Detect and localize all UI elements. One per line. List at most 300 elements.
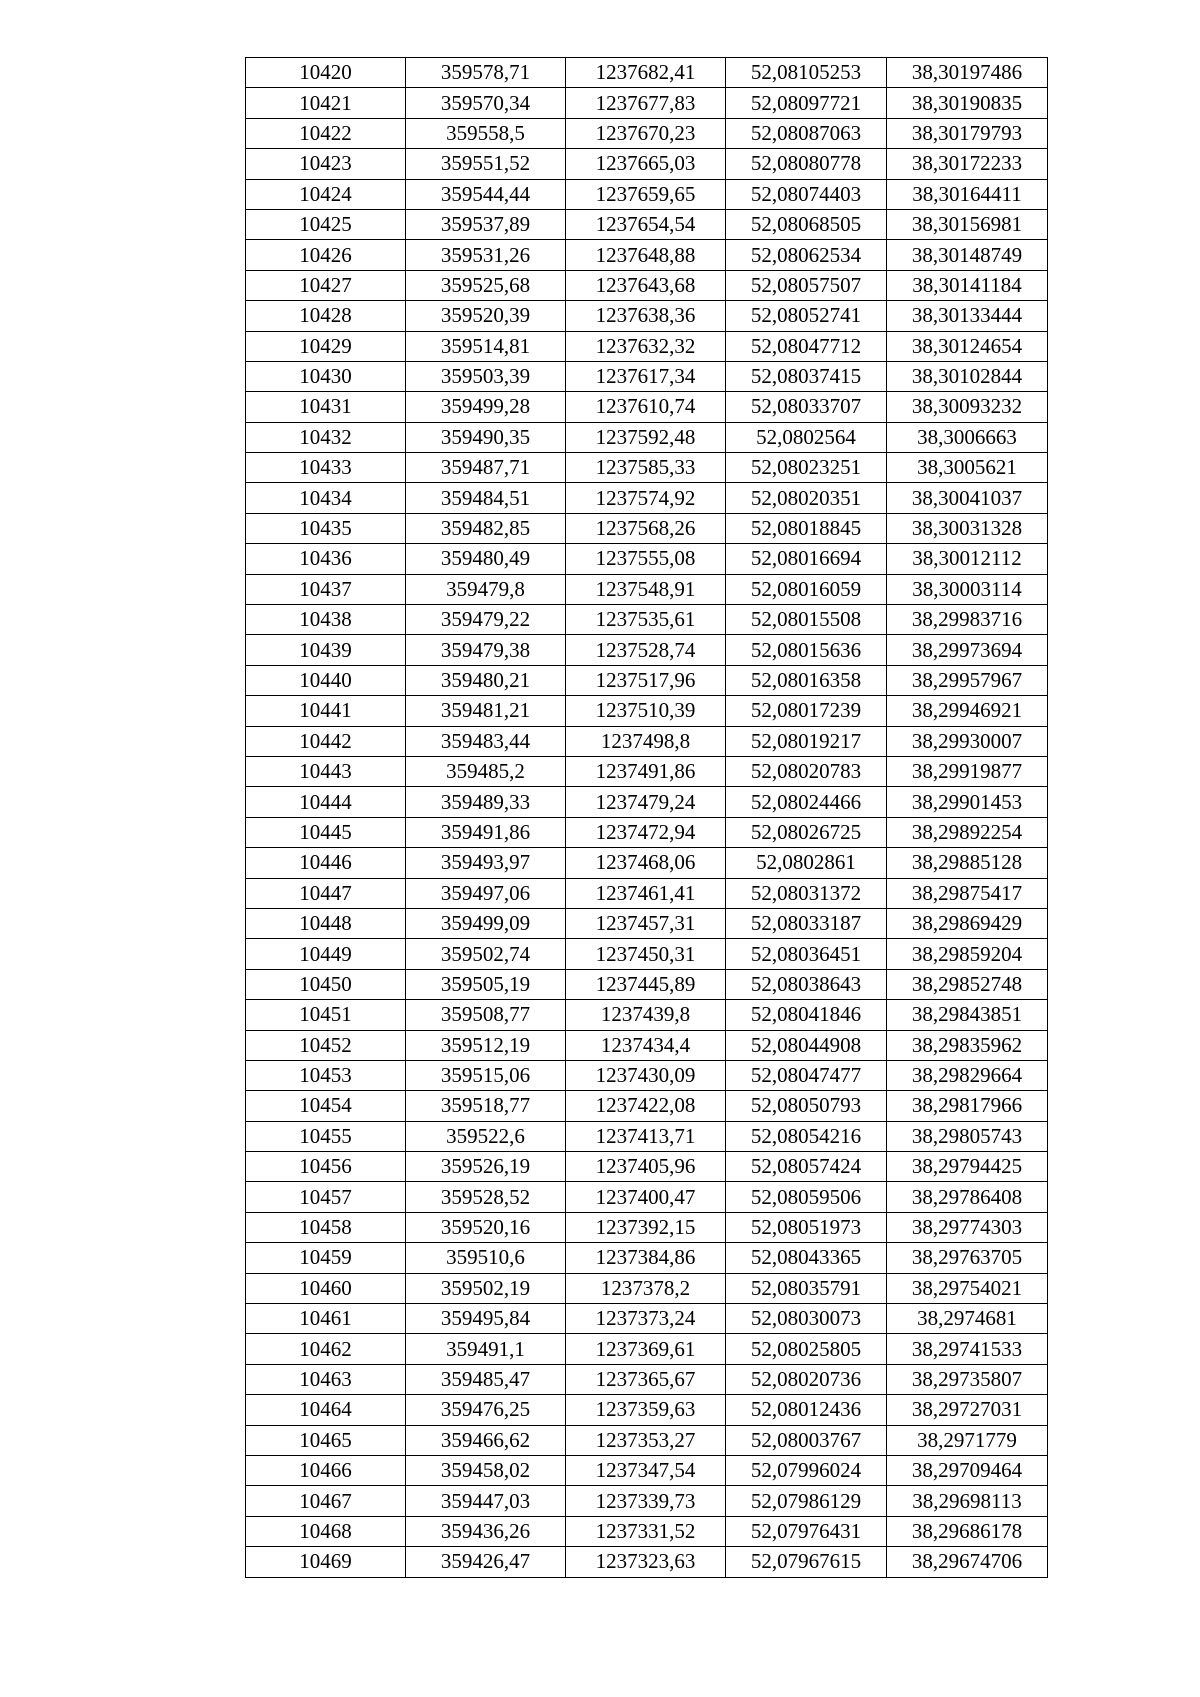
point-number-cell: 10426: [246, 240, 406, 270]
x-coordinate-cell: 359503,39: [406, 361, 566, 391]
longitude-cell: 38,30172233: [887, 149, 1048, 179]
latitude-cell: 52,0802861: [726, 848, 887, 878]
point-number-cell: 10430: [246, 361, 406, 391]
y-coordinate-cell: 1237347,54: [566, 1455, 726, 1485]
longitude-cell: 38,29741533: [887, 1334, 1048, 1364]
latitude-cell: 52,08038643: [726, 969, 887, 999]
x-coordinate-cell: 359489,33: [406, 787, 566, 817]
point-number-cell: 10454: [246, 1091, 406, 1121]
longitude-cell: 38,30164411: [887, 179, 1048, 209]
x-coordinate-cell: 359493,97: [406, 848, 566, 878]
y-coordinate-cell: 1237400,47: [566, 1182, 726, 1212]
latitude-cell: 52,07986129: [726, 1486, 887, 1516]
point-number-cell: 10456: [246, 1152, 406, 1182]
y-coordinate-cell: 1237548,91: [566, 574, 726, 604]
x-coordinate-cell: 359482,85: [406, 513, 566, 543]
longitude-cell: 38,30124654: [887, 331, 1048, 361]
point-number-cell: 10438: [246, 605, 406, 635]
longitude-cell: 38,30133444: [887, 301, 1048, 331]
table-row: [246, 726, 1048, 756]
latitude-cell: 52,08062534: [726, 240, 887, 270]
latitude-cell: 52,08012436: [726, 1395, 887, 1425]
point-number-cell: 10460: [246, 1273, 406, 1303]
table-row: [246, 1304, 1048, 1334]
longitude-cell: 38,30003114: [887, 574, 1048, 604]
point-number-cell: 10428: [246, 301, 406, 331]
table-row: [246, 1334, 1048, 1364]
x-coordinate-cell: 359480,49: [406, 544, 566, 574]
y-coordinate-cell: 1237434,4: [566, 1030, 726, 1060]
latitude-cell: 52,08057424: [726, 1152, 887, 1182]
point-number-cell: 10427: [246, 270, 406, 300]
table-row: [246, 118, 1048, 148]
x-coordinate-cell: 359578,71: [406, 58, 566, 88]
table-row: [246, 756, 1048, 786]
latitude-cell: 52,08033187: [726, 908, 887, 938]
latitude-cell: 52,08035791: [726, 1273, 887, 1303]
point-number-cell: 10425: [246, 209, 406, 239]
latitude-cell: 52,08025805: [726, 1334, 887, 1364]
longitude-cell: 38,29727031: [887, 1395, 1048, 1425]
x-coordinate-cell: 359570,34: [406, 88, 566, 118]
longitude-cell: 38,29892254: [887, 817, 1048, 847]
coordinates-table: [245, 57, 1048, 1578]
table-row: [246, 1182, 1048, 1212]
table-row: [246, 787, 1048, 817]
latitude-cell: 52,07967615: [726, 1547, 887, 1577]
x-coordinate-cell: 359479,38: [406, 635, 566, 665]
point-number-cell: 10436: [246, 544, 406, 574]
x-coordinate-cell: 359531,26: [406, 240, 566, 270]
latitude-cell: 52,08052741: [726, 301, 887, 331]
point-number-cell: 10420: [246, 58, 406, 88]
x-coordinate-cell: 359487,71: [406, 453, 566, 483]
y-coordinate-cell: 1237632,32: [566, 331, 726, 361]
point-number-cell: 10462: [246, 1334, 406, 1364]
table-row: [246, 1091, 1048, 1121]
latitude-cell: 52,08026725: [726, 817, 887, 847]
table-row: [246, 848, 1048, 878]
latitude-cell: 52,08016059: [726, 574, 887, 604]
table-row: [246, 149, 1048, 179]
table-row: [246, 878, 1048, 908]
latitude-cell: 52,08043365: [726, 1243, 887, 1273]
table-row: [246, 574, 1048, 604]
point-number-cell: 10461: [246, 1304, 406, 1334]
point-number-cell: 10433: [246, 453, 406, 483]
y-coordinate-cell: 1237617,34: [566, 361, 726, 391]
y-coordinate-cell: 1237468,06: [566, 848, 726, 878]
longitude-cell: 38,30179793: [887, 118, 1048, 148]
table-row: [246, 513, 1048, 543]
table-row: [246, 422, 1048, 452]
longitude-cell: 38,29843851: [887, 1000, 1048, 1030]
table-row: [246, 817, 1048, 847]
y-coordinate-cell: 1237682,41: [566, 58, 726, 88]
longitude-cell: 38,29859204: [887, 939, 1048, 969]
latitude-cell: 52,08059506: [726, 1182, 887, 1212]
latitude-cell: 52,08020736: [726, 1364, 887, 1394]
x-coordinate-cell: 359522,6: [406, 1121, 566, 1151]
x-coordinate-cell: 359491,1: [406, 1334, 566, 1364]
x-coordinate-cell: 359481,21: [406, 696, 566, 726]
latitude-cell: 52,07976431: [726, 1516, 887, 1546]
longitude-cell: 38,29875417: [887, 878, 1048, 908]
x-coordinate-cell: 359544,44: [406, 179, 566, 209]
point-number-cell: 10424: [246, 179, 406, 209]
longitude-cell: 38,30141184: [887, 270, 1048, 300]
table-row: [246, 58, 1048, 88]
table-row: [246, 301, 1048, 331]
point-number-cell: 10421: [246, 88, 406, 118]
longitude-cell: 38,30190835: [887, 88, 1048, 118]
y-coordinate-cell: 1237323,63: [566, 1547, 726, 1577]
y-coordinate-cell: 1237555,08: [566, 544, 726, 574]
y-coordinate-cell: 1237610,74: [566, 392, 726, 422]
longitude-cell: 38,29786408: [887, 1182, 1048, 1212]
x-coordinate-cell: 359518,77: [406, 1091, 566, 1121]
point-number-cell: 10441: [246, 696, 406, 726]
y-coordinate-cell: 1237677,83: [566, 88, 726, 118]
point-number-cell: 10469: [246, 1547, 406, 1577]
point-number-cell: 10444: [246, 787, 406, 817]
table-row: [246, 270, 1048, 300]
y-coordinate-cell: 1237331,52: [566, 1516, 726, 1546]
x-coordinate-cell: 359520,39: [406, 301, 566, 331]
point-number-cell: 10451: [246, 1000, 406, 1030]
latitude-cell: 52,08018845: [726, 513, 887, 543]
table-row: [246, 453, 1048, 483]
y-coordinate-cell: 1237422,08: [566, 1091, 726, 1121]
table-row: [246, 665, 1048, 695]
latitude-cell: 52,08003767: [726, 1425, 887, 1455]
table-row: [246, 179, 1048, 209]
x-coordinate-cell: 359520,16: [406, 1212, 566, 1242]
longitude-cell: 38,29885128: [887, 848, 1048, 878]
y-coordinate-cell: 1237643,68: [566, 270, 726, 300]
table-row: [246, 605, 1048, 635]
y-coordinate-cell: 1237369,61: [566, 1334, 726, 1364]
y-coordinate-cell: 1237472,94: [566, 817, 726, 847]
x-coordinate-cell: 359528,52: [406, 1182, 566, 1212]
table-row: [246, 1273, 1048, 1303]
table-row: [246, 1121, 1048, 1151]
table-row: [246, 361, 1048, 391]
x-coordinate-cell: 359458,02: [406, 1455, 566, 1485]
y-coordinate-cell: 1237670,23: [566, 118, 726, 148]
point-number-cell: 10450: [246, 969, 406, 999]
longitude-cell: 38,29735807: [887, 1364, 1048, 1394]
x-coordinate-cell: 359490,35: [406, 422, 566, 452]
y-coordinate-cell: 1237413,71: [566, 1121, 726, 1151]
longitude-cell: 38,3005621: [887, 453, 1048, 483]
latitude-cell: 52,08044908: [726, 1030, 887, 1060]
latitude-cell: 52,08050793: [726, 1091, 887, 1121]
point-number-cell: 10431: [246, 392, 406, 422]
longitude-cell: 38,29698113: [887, 1486, 1048, 1516]
table-row: [246, 1364, 1048, 1394]
latitude-cell: 52,08031372: [726, 878, 887, 908]
latitude-cell: 52,08024466: [726, 787, 887, 817]
longitude-cell: 38,30041037: [887, 483, 1048, 513]
y-coordinate-cell: 1237535,61: [566, 605, 726, 635]
longitude-cell: 38,29774303: [887, 1212, 1048, 1242]
table-row: [246, 908, 1048, 938]
table-row: [246, 483, 1048, 513]
y-coordinate-cell: 1237365,67: [566, 1364, 726, 1394]
y-coordinate-cell: 1237592,48: [566, 422, 726, 452]
longitude-cell: 38,30093232: [887, 392, 1048, 422]
y-coordinate-cell: 1237392,15: [566, 1212, 726, 1242]
x-coordinate-cell: 359495,84: [406, 1304, 566, 1334]
y-coordinate-cell: 1237439,8: [566, 1000, 726, 1030]
point-number-cell: 10429: [246, 331, 406, 361]
latitude-cell: 52,08015636: [726, 635, 887, 665]
point-number-cell: 10452: [246, 1030, 406, 1060]
point-number-cell: 10453: [246, 1060, 406, 1090]
point-number-cell: 10423: [246, 149, 406, 179]
x-coordinate-cell: 359508,77: [406, 1000, 566, 1030]
table-row: [246, 1060, 1048, 1090]
latitude-cell: 52,08057507: [726, 270, 887, 300]
y-coordinate-cell: 1237384,86: [566, 1243, 726, 1273]
point-number-cell: 10439: [246, 635, 406, 665]
latitude-cell: 52,08016358: [726, 665, 887, 695]
point-number-cell: 10458: [246, 1212, 406, 1242]
longitude-cell: 38,30031328: [887, 513, 1048, 543]
latitude-cell: 52,08074403: [726, 179, 887, 209]
x-coordinate-cell: 359502,19: [406, 1273, 566, 1303]
latitude-cell: 52,08041846: [726, 1000, 887, 1030]
latitude-cell: 52,07996024: [726, 1455, 887, 1485]
y-coordinate-cell: 1237445,89: [566, 969, 726, 999]
table-row: [246, 1455, 1048, 1485]
y-coordinate-cell: 1237461,41: [566, 878, 726, 908]
y-coordinate-cell: 1237528,74: [566, 635, 726, 665]
y-coordinate-cell: 1237659,65: [566, 179, 726, 209]
y-coordinate-cell: 1237479,24: [566, 787, 726, 817]
longitude-cell: 38,29930007: [887, 726, 1048, 756]
x-coordinate-cell: 359510,6: [406, 1243, 566, 1273]
x-coordinate-cell: 359479,8: [406, 574, 566, 604]
table-row: [246, 1152, 1048, 1182]
point-number-cell: 10442: [246, 726, 406, 756]
longitude-cell: 38,29805743: [887, 1121, 1048, 1151]
latitude-cell: 52,08030073: [726, 1304, 887, 1334]
point-number-cell: 10435: [246, 513, 406, 543]
y-coordinate-cell: 1237510,39: [566, 696, 726, 726]
longitude-cell: 38,30102844: [887, 361, 1048, 391]
longitude-cell: 38,30197486: [887, 58, 1048, 88]
table-row: [246, 939, 1048, 969]
latitude-cell: 52,08047477: [726, 1060, 887, 1090]
x-coordinate-cell: 359483,44: [406, 726, 566, 756]
y-coordinate-cell: 1237648,88: [566, 240, 726, 270]
latitude-cell: 52,08080778: [726, 149, 887, 179]
table-row: [246, 1425, 1048, 1455]
table-row: [246, 544, 1048, 574]
point-number-cell: 10447: [246, 878, 406, 908]
point-number-cell: 10455: [246, 1121, 406, 1151]
longitude-cell: 38,29901453: [887, 787, 1048, 817]
x-coordinate-cell: 359502,74: [406, 939, 566, 969]
x-coordinate-cell: 359447,03: [406, 1486, 566, 1516]
y-coordinate-cell: 1237491,86: [566, 756, 726, 786]
point-number-cell: 10440: [246, 665, 406, 695]
y-coordinate-cell: 1237498,8: [566, 726, 726, 756]
point-number-cell: 10445: [246, 817, 406, 847]
latitude-cell: 52,08015508: [726, 605, 887, 635]
latitude-cell: 52,08020351: [726, 483, 887, 513]
x-coordinate-cell: 359551,52: [406, 149, 566, 179]
x-coordinate-cell: 359497,06: [406, 878, 566, 908]
table-row: [246, 1516, 1048, 1546]
table-row: [246, 1212, 1048, 1242]
table-row: [246, 969, 1048, 999]
y-coordinate-cell: 1237638,36: [566, 301, 726, 331]
point-number-cell: 10449: [246, 939, 406, 969]
longitude-cell: 38,29686178: [887, 1516, 1048, 1546]
table-row: [246, 1000, 1048, 1030]
latitude-cell: 52,08036451: [726, 939, 887, 969]
longitude-cell: 38,29983716: [887, 605, 1048, 635]
y-coordinate-cell: 1237373,24: [566, 1304, 726, 1334]
longitude-cell: 38,29794425: [887, 1152, 1048, 1182]
y-coordinate-cell: 1237517,96: [566, 665, 726, 695]
x-coordinate-cell: 359479,22: [406, 605, 566, 635]
x-coordinate-cell: 359485,47: [406, 1364, 566, 1394]
latitude-cell: 52,08105253: [726, 58, 887, 88]
x-coordinate-cell: 359484,51: [406, 483, 566, 513]
x-coordinate-cell: 359515,06: [406, 1060, 566, 1090]
y-coordinate-cell: 1237665,03: [566, 149, 726, 179]
point-number-cell: 10459: [246, 1243, 406, 1273]
coordinates-table-body: [246, 58, 1048, 1578]
longitude-cell: 38,29754021: [887, 1273, 1048, 1303]
point-number-cell: 10466: [246, 1455, 406, 1485]
x-coordinate-cell: 359558,5: [406, 118, 566, 148]
latitude-cell: 52,08051973: [726, 1212, 887, 1242]
point-number-cell: 10448: [246, 908, 406, 938]
latitude-cell: 52,0802564: [726, 422, 887, 452]
latitude-cell: 52,08068505: [726, 209, 887, 239]
y-coordinate-cell: 1237585,33: [566, 453, 726, 483]
x-coordinate-cell: 359526,19: [406, 1152, 566, 1182]
point-number-cell: 10446: [246, 848, 406, 878]
table-row: [246, 1243, 1048, 1273]
longitude-cell: 38,29946921: [887, 696, 1048, 726]
y-coordinate-cell: 1237450,31: [566, 939, 726, 969]
latitude-cell: 52,08019217: [726, 726, 887, 756]
point-number-cell: 10437: [246, 574, 406, 604]
table-row: [246, 209, 1048, 239]
longitude-cell: 38,29709464: [887, 1455, 1048, 1485]
latitude-cell: 52,08023251: [726, 453, 887, 483]
table-row: [246, 1486, 1048, 1516]
longitude-cell: 38,29674706: [887, 1547, 1048, 1577]
latitude-cell: 52,08097721: [726, 88, 887, 118]
x-coordinate-cell: 359426,47: [406, 1547, 566, 1577]
longitude-cell: 38,30156981: [887, 209, 1048, 239]
x-coordinate-cell: 359476,25: [406, 1395, 566, 1425]
x-coordinate-cell: 359537,89: [406, 209, 566, 239]
longitude-cell: 38,29852748: [887, 969, 1048, 999]
longitude-cell: 38,29817966: [887, 1091, 1048, 1121]
latitude-cell: 52,08017239: [726, 696, 887, 726]
y-coordinate-cell: 1237430,09: [566, 1060, 726, 1090]
latitude-cell: 52,08033707: [726, 392, 887, 422]
latitude-cell: 52,08047712: [726, 331, 887, 361]
y-coordinate-cell: 1237568,26: [566, 513, 726, 543]
longitude-cell: 38,29919877: [887, 756, 1048, 786]
longitude-cell: 38,3006663: [887, 422, 1048, 452]
point-number-cell: 10468: [246, 1516, 406, 1546]
table-row: [246, 635, 1048, 665]
y-coordinate-cell: 1237378,2: [566, 1273, 726, 1303]
table-row: [246, 1395, 1048, 1425]
point-number-cell: 10465: [246, 1425, 406, 1455]
longitude-cell: 38,29869429: [887, 908, 1048, 938]
point-number-cell: 10457: [246, 1182, 406, 1212]
latitude-cell: 52,08037415: [726, 361, 887, 391]
y-coordinate-cell: 1237353,27: [566, 1425, 726, 1455]
longitude-cell: 38,29835962: [887, 1030, 1048, 1060]
table-row: [246, 88, 1048, 118]
x-coordinate-cell: 359499,28: [406, 392, 566, 422]
x-coordinate-cell: 359512,19: [406, 1030, 566, 1060]
x-coordinate-cell: 359485,2: [406, 756, 566, 786]
point-number-cell: 10432: [246, 422, 406, 452]
y-coordinate-cell: 1237405,96: [566, 1152, 726, 1182]
x-coordinate-cell: 359466,62: [406, 1425, 566, 1455]
x-coordinate-cell: 359505,19: [406, 969, 566, 999]
longitude-cell: 38,30012112: [887, 544, 1048, 574]
longitude-cell: 38,29763705: [887, 1243, 1048, 1273]
point-number-cell: 10463: [246, 1364, 406, 1394]
longitude-cell: 38,30148749: [887, 240, 1048, 270]
table-row: [246, 696, 1048, 726]
x-coordinate-cell: 359499,09: [406, 908, 566, 938]
table-row: [246, 1030, 1048, 1060]
table-row: [246, 331, 1048, 361]
point-number-cell: 10467: [246, 1486, 406, 1516]
y-coordinate-cell: 1237339,73: [566, 1486, 726, 1516]
longitude-cell: 38,2974681: [887, 1304, 1048, 1334]
point-number-cell: 10434: [246, 483, 406, 513]
x-coordinate-cell: 359491,86: [406, 817, 566, 847]
x-coordinate-cell: 359514,81: [406, 331, 566, 361]
latitude-cell: 52,08020783: [726, 756, 887, 786]
latitude-cell: 52,08054216: [726, 1121, 887, 1151]
y-coordinate-cell: 1237359,63: [566, 1395, 726, 1425]
table-row: [246, 240, 1048, 270]
table-row: [246, 392, 1048, 422]
x-coordinate-cell: 359480,21: [406, 665, 566, 695]
point-number-cell: 10422: [246, 118, 406, 148]
x-coordinate-cell: 359436,26: [406, 1516, 566, 1546]
x-coordinate-cell: 359525,68: [406, 270, 566, 300]
point-number-cell: 10464: [246, 1395, 406, 1425]
y-coordinate-cell: 1237574,92: [566, 483, 726, 513]
y-coordinate-cell: 1237654,54: [566, 209, 726, 239]
latitude-cell: 52,08016694: [726, 544, 887, 574]
longitude-cell: 38,29829664: [887, 1060, 1048, 1090]
y-coordinate-cell: 1237457,31: [566, 908, 726, 938]
longitude-cell: 38,2971779: [887, 1425, 1048, 1455]
table-row: [246, 1547, 1048, 1577]
point-number-cell: 10443: [246, 756, 406, 786]
latitude-cell: 52,08087063: [726, 118, 887, 148]
